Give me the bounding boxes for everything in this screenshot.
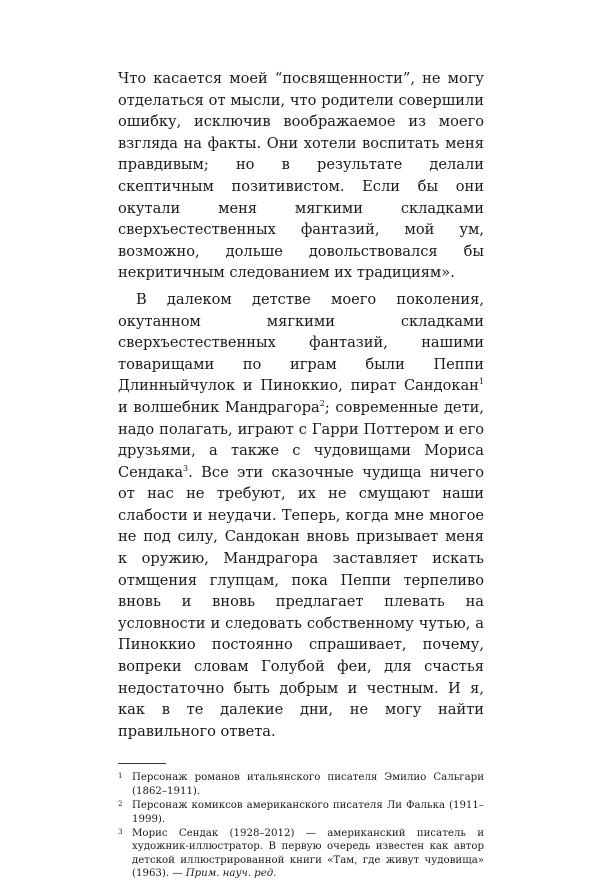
paragraph-2-text-part-2: и волшебник Мандрагора	[118, 398, 320, 416]
footnote-text: Морис Сендак (1928–2012) — американский писатель и художник-иллюстратор. В первую очередь известен как автор детской иллюстрированной книги «Там, где живут чудовища» (1963). —	[132, 828, 484, 880]
editor-note: Прим. науч. ред.	[185, 868, 277, 880]
footnote-text: Персонаж комиксов американского писателя Ли Фалька (1911–1999).	[132, 800, 484, 825]
footnote-mark: 2	[118, 800, 123, 809]
page-body	[118, 68, 484, 882]
footnote-ref-2[interactable]: 2	[319, 399, 325, 409]
paragraph-2-text-part-1: В далеком детстве моего поколения, окутанном мягкими складками сверхъестественных фантазий, нашими товарищами по играм были Пеппи Длинныйчулок и Пиноккио, пират Сандокан	[118, 290, 484, 395]
body-paragraph-2	[118, 289, 484, 742]
footnote-ref-1[interactable]: 1	[478, 377, 484, 387]
footnote-3	[118, 827, 484, 881]
paragraph-2-text-part-3: ; современные дети, надо полагать, играют с Гарри Поттером и его друзьями, а также с чудовищами Мориса Сендака	[118, 398, 485, 481]
footnote-mark: 1	[118, 772, 123, 781]
footnote-text-container	[132, 827, 484, 881]
footnote-1	[118, 771, 484, 798]
footnote-mark: 3	[118, 828, 123, 837]
footnote-2	[118, 799, 484, 826]
footnote-divider	[118, 763, 166, 764]
footnote-ref-3[interactable]: 3	[183, 463, 189, 473]
paragraph-1-text: Что касается моей “посвященности”, не могу отделаться от мысли, что родители совершили ошибку, исключив воображаемое из моего взгляда на факты. Они хотели воспитать меня правдивым; но в результате делали скептичным позитивистом. Если бы они окутали меня мягкими складками сверхъестественных фантазий, мой ум, возможно, дольше довольствовался бы некритичным следованием их традициям».	[118, 70, 484, 282]
footnote-text: Персонаж романов итальянского писателя Эмилио Сальгари (1862–1911).	[132, 772, 484, 797]
paragraph-2-text-part-4: . Все эти сказочные чудища ничего от нас не требуют, их не смущают наши слабости и неудачи. Теперь, когда мне многое не под силу, Сандокан вновь призывает меня к оружию, Мандрагора заставляет искать отмщения глупцам, пока Пеппи терпеливо вновь и вновь предлагает плевать на условности и следовать собственному чутью, а Пиноккио постоянно спрашивает, почему, вопреки словам Голубой феи, для счастья недостаточно быть добрым и честным. И я, как в те далекие дни, не могу найти правильного ответа.	[118, 463, 484, 740]
body-paragraph-1	[118, 68, 484, 284]
footnotes	[118, 771, 484, 880]
